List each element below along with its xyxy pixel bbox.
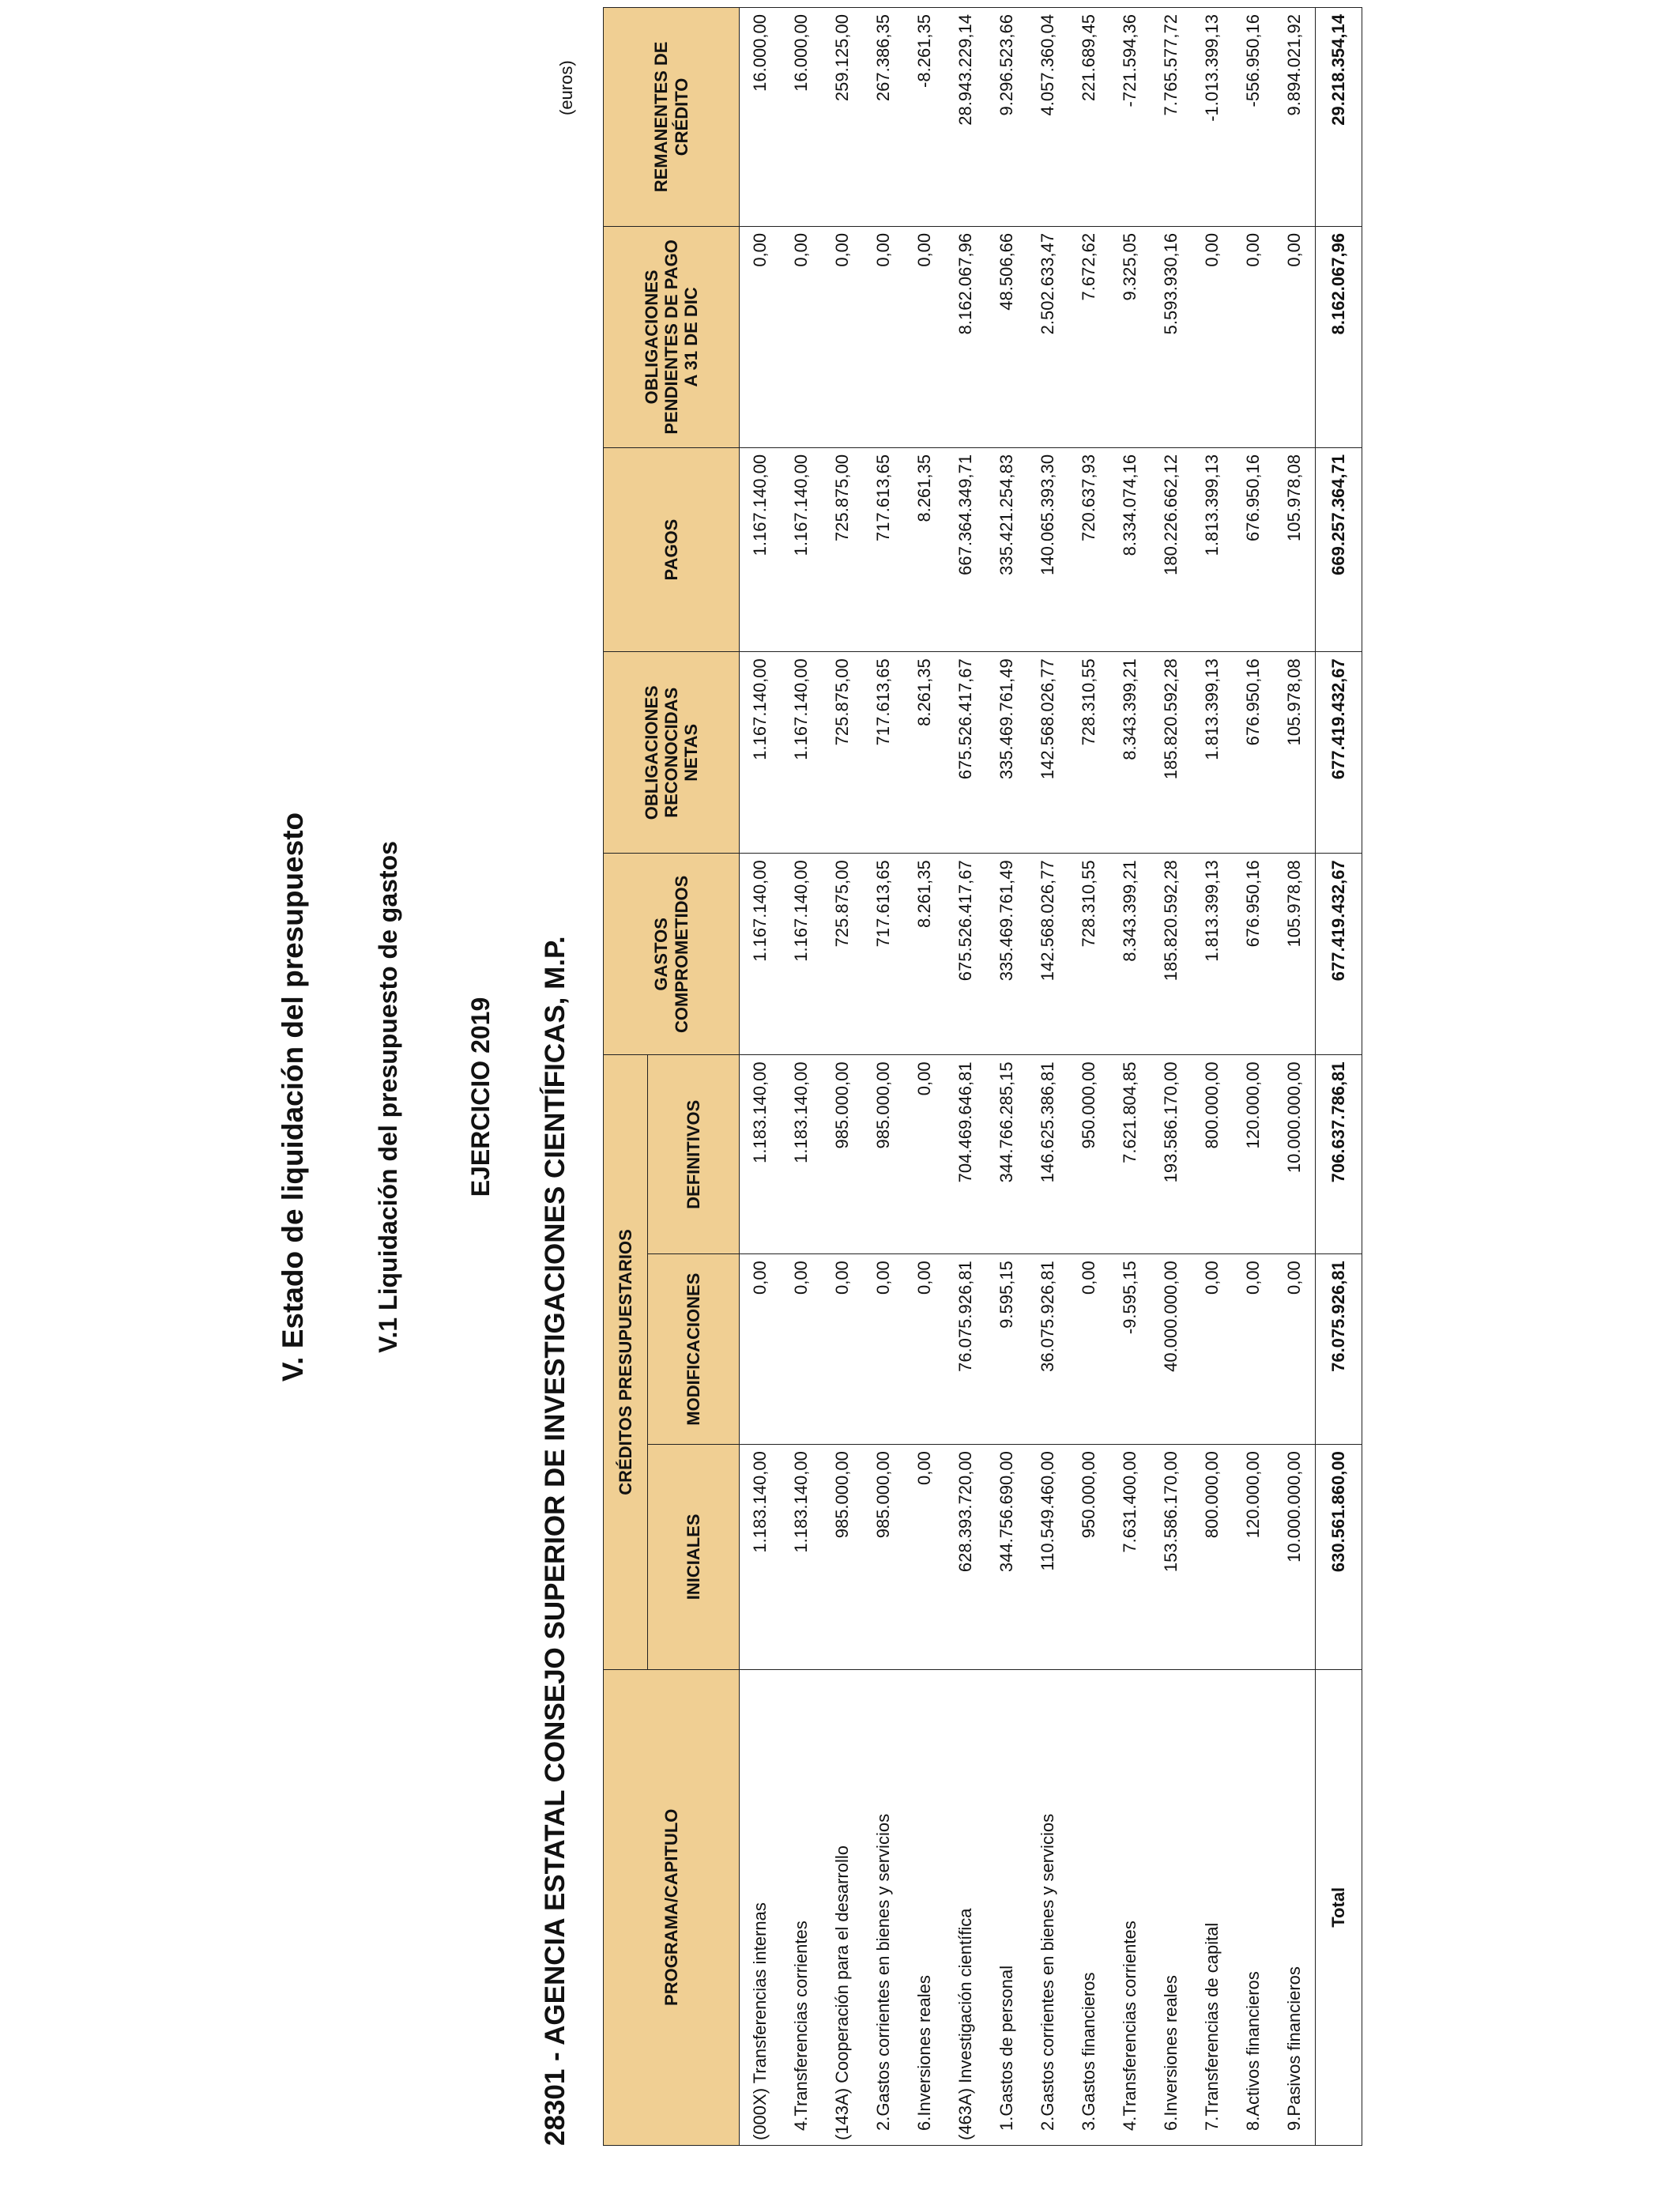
cell-pagos: 720.637,93 (1068, 447, 1109, 651)
cell-comprometidos: 105.978,08 (1274, 854, 1316, 1055)
cell-reconocidas: 185.820.592,28 (1151, 652, 1192, 854)
row-label: (463A) Investigación científica (945, 1669, 986, 2145)
cell-remanentes: 267.386,35 (863, 8, 904, 227)
cell-reconocidas: 1.167.140,00 (781, 652, 822, 854)
row-label: 8.Activos financieros (1233, 1669, 1274, 2145)
cell-definitivos: 7.621.804,85 (1109, 1055, 1151, 1254)
cell-modificaciones: 0,00 (1068, 1254, 1109, 1445)
cell-pagos: 1.167.140,00 (740, 447, 782, 651)
cell-iniciales: 10.000.000,00 (1274, 1445, 1316, 1669)
cell-iniciales: 985.000,00 (863, 1445, 904, 1669)
row-label: 6.Inversiones reales (1151, 1669, 1192, 2145)
cell-comprometidos: 1.167.140,00 (781, 854, 822, 1055)
cell-reconocidas: 717.613,65 (863, 652, 904, 854)
cell-remanentes: 7.765.577,72 (1151, 8, 1192, 227)
cell-pendientes: 0,00 (740, 226, 782, 447)
cell-remanentes: 16.000,00 (740, 8, 782, 227)
cell-pendientes: 7.672,62 (1068, 226, 1109, 447)
cell-iniciales: 985.000,00 (822, 1445, 863, 1669)
cell-remanentes: 259.125,00 (822, 8, 863, 227)
cell-reconocidas: 8.261,35 (904, 652, 945, 854)
cell-comprometidos: 675.526.417,67 (945, 854, 986, 1055)
cell-iniciales: 110.549.460,00 (1027, 1445, 1068, 1669)
table-row (1068, 8, 1109, 2146)
table-row (1151, 8, 1192, 2146)
row-label: 9.Pasivos financieros (1274, 1669, 1316, 2145)
header-obligaciones-reconocidas: OBLIGACIONES RECONOCIDAS NETAS (604, 652, 740, 854)
table-row (904, 8, 945, 2146)
cell-modificaciones: 9.595,15 (986, 1254, 1027, 1445)
cell-pendientes: 0,00 (1192, 226, 1233, 447)
cell-pagos: 1.813.399,13 (1192, 447, 1233, 651)
cell-pagos: 8.261,35 (904, 447, 945, 651)
cell-pagos: 1.167.140,00 (781, 447, 822, 651)
cell-reconocidas: 725.875,00 (822, 652, 863, 854)
cell-iniciales: 628.393.720,00 (945, 1445, 986, 1669)
cell-reconocidas: 8.343.399,21 (1109, 652, 1151, 854)
header-gastos-comprometidos: GASTOS COMPROMETIDOS (604, 854, 740, 1055)
cell-pagos: 105.978,08 (1274, 447, 1316, 651)
cell-definitivos: 10.000.000,00 (1274, 1055, 1316, 1254)
row-label: 2.Gastos corrientes en bienes y servicios (1027, 1669, 1068, 2145)
cell-remanentes: 9.894.021,92 (1274, 8, 1316, 227)
cell-iniciales: 7.631.400,00 (1109, 1445, 1151, 1669)
cell-remanentes: -1.013.399,13 (1192, 8, 1233, 227)
cell-reconocidas: 1.167.140,00 (740, 652, 782, 854)
cell-iniciales: 0,00 (904, 1445, 945, 1669)
cell-modificaciones: 0,00 (1192, 1254, 1233, 1445)
cell-modificaciones: 0,00 (781, 1254, 822, 1445)
header-definitivos: DEFINITIVOS (648, 1055, 740, 1254)
cell-iniciales: 1.183.140,00 (740, 1445, 782, 1669)
cell-reconocidas: 675.526.417,67 (945, 652, 986, 854)
table-body (740, 8, 1316, 2146)
cell-comprometidos: 725.875,00 (822, 854, 863, 1055)
total-pendientes: 8.162.067,96 (1316, 226, 1362, 447)
cell-pagos: 676.950,16 (1233, 447, 1274, 651)
row-label: 3.Gastos financieros (1068, 1669, 1109, 2145)
cell-pendientes: 0,00 (1274, 226, 1316, 447)
section-title: V.1 Liquidación del presupuesto de gastos (374, 841, 402, 1353)
table-row (740, 8, 782, 2146)
cell-iniciales: 800.000,00 (1192, 1445, 1233, 1669)
row-label: 4.Transferencias corrientes (781, 1669, 822, 2145)
row-label: 2.Gastos corrientes en bienes y servicios (863, 1669, 904, 2145)
cell-reconocidas: 142.568.026,77 (1027, 652, 1068, 854)
header-programa: PROGRAMA/CAPITULO (604, 1669, 740, 2145)
cell-comprometidos: 1.167.140,00 (740, 854, 782, 1055)
cell-iniciales: 120.000,00 (1233, 1445, 1274, 1669)
header-pagos: PAGOS (604, 447, 740, 651)
cell-reconocidas: 728.310,55 (1068, 652, 1109, 854)
cell-modificaciones: 0,00 (904, 1254, 945, 1445)
cell-reconocidas: 1.813.399,13 (1192, 652, 1233, 854)
cell-pendientes: 2.502.633,47 (1027, 226, 1068, 447)
row-label: (143A) Cooperación para el desarrollo (822, 1669, 863, 2145)
cell-remanentes: 28.943.229,14 (945, 8, 986, 227)
header-obligaciones-pendientes: OBLIGACIONES PENDIENTES DE PAGO A 31 DE DIC (604, 226, 740, 447)
total-pagos: 669.257.364,71 (1316, 447, 1362, 651)
cell-pendientes: 0,00 (781, 226, 822, 447)
cell-pagos: 717.613,65 (863, 447, 904, 651)
table-row (1192, 8, 1233, 2146)
cell-reconocidas: 676.950,16 (1233, 652, 1274, 854)
total-comprometidos: 677.419.432,67 (1316, 854, 1362, 1055)
cell-pendientes: 8.162.067,96 (945, 226, 986, 447)
cell-pagos: 335.421.254,83 (986, 447, 1027, 651)
table-row (781, 8, 822, 2146)
cell-definitivos: 800.000,00 (1192, 1055, 1233, 1254)
cell-iniciales: 153.586.170,00 (1151, 1445, 1192, 1669)
row-label: (000X) Transferencias internas (740, 1669, 782, 2145)
cell-modificaciones: 0,00 (1274, 1254, 1316, 1445)
cell-pendientes: 0,00 (1233, 226, 1274, 447)
cell-pendientes: 0,00 (904, 226, 945, 447)
table-row (822, 8, 863, 2146)
cell-definitivos: 1.183.140,00 (740, 1055, 782, 1254)
cell-comprometidos: 728.310,55 (1068, 854, 1109, 1055)
cell-pendientes: 5.593.930,16 (1151, 226, 1192, 447)
table-row (1027, 8, 1068, 2146)
cell-iniciales: 950.000,00 (1068, 1445, 1109, 1669)
cell-remanentes: -721.594,36 (1109, 8, 1151, 227)
cell-remanentes: 16.000,00 (781, 8, 822, 227)
header-modificaciones: MODIFICACIONES (648, 1254, 740, 1445)
row-label: 6.Inversiones reales (904, 1669, 945, 2145)
cell-definitivos: 950.000,00 (1068, 1055, 1109, 1254)
cell-remanentes: 9.296.523,66 (986, 8, 1027, 227)
cell-definitivos: 120.000,00 (1233, 1055, 1274, 1254)
cell-iniciales: 344.756.690,00 (986, 1445, 1027, 1669)
cell-pagos: 667.364.349,71 (945, 447, 986, 651)
cell-modificaciones: 40.000.000,00 (1151, 1254, 1192, 1445)
cell-definitivos: 0,00 (904, 1055, 945, 1254)
total-definitivos: 706.637.786,81 (1316, 1055, 1362, 1254)
cell-comprometidos: 8.261,35 (904, 854, 945, 1055)
cell-definitivos: 985.000,00 (863, 1055, 904, 1254)
cell-pagos: 8.334.074,16 (1109, 447, 1151, 651)
cell-remanentes: 4.057.360,04 (1027, 8, 1068, 227)
cell-definitivos: 344.766.285,15 (986, 1055, 1027, 1254)
cell-definitivos: 1.183.140,00 (781, 1055, 822, 1254)
cell-definitivos: 704.469.646,81 (945, 1055, 986, 1254)
cell-pendientes: 9.325,05 (1109, 226, 1151, 447)
total-reconocidas: 677.419.432,67 (1316, 652, 1362, 854)
table-row (1233, 8, 1274, 2146)
table-row (945, 8, 986, 2146)
cell-comprometidos: 335.469.761,49 (986, 854, 1027, 1055)
cell-modificaciones: 0,00 (863, 1254, 904, 1445)
table-row (1274, 8, 1316, 2146)
entity-title: 28301 - AGENCIA ESTATAL CONSEJO SUPERIOR DE INVESTIGACIONES CIENTÍFICAS, M.P. (540, 936, 571, 2146)
cell-definitivos: 985.000,00 (822, 1055, 863, 1254)
cell-comprometidos: 142.568.026,77 (1027, 854, 1068, 1055)
cell-modificaciones: 36.075.926,81 (1027, 1254, 1068, 1445)
cell-modificaciones: 0,00 (740, 1254, 782, 1445)
cell-comprometidos: 185.820.592,28 (1151, 854, 1192, 1055)
row-label: 1.Gastos de personal (986, 1669, 1027, 2145)
cell-comprometidos: 8.343.399,21 (1109, 854, 1151, 1055)
exercise-title: EJERCICIO 2019 (466, 997, 495, 1197)
budget-liquidation-table (603, 7, 1362, 2146)
row-label: 4.Transferencias corrientes (1109, 1669, 1151, 2145)
total-row (1316, 8, 1362, 2146)
cell-reconocidas: 105.978,08 (1274, 652, 1316, 854)
cell-modificaciones: 76.075.926,81 (945, 1254, 986, 1445)
table-row (863, 8, 904, 2146)
cell-modificaciones: 0,00 (1233, 1254, 1274, 1445)
cell-modificaciones: 0,00 (822, 1254, 863, 1445)
total-iniciales: 630.561.860,00 (1316, 1445, 1362, 1669)
header-remanentes: REMANENTES DE CRÉDITO (604, 8, 740, 227)
cell-pendientes: 48.506,66 (986, 226, 1027, 447)
cell-pagos: 180.226.662,12 (1151, 447, 1192, 651)
currency-unit: (euros) (556, 60, 576, 115)
cell-comprometidos: 1.813.399,13 (1192, 854, 1233, 1055)
header-iniciales: INICIALES (648, 1445, 740, 1669)
row-label: 7.Transferencias de capital (1192, 1669, 1233, 2145)
total-modificaciones: 76.075.926,81 (1316, 1254, 1362, 1445)
cell-comprometidos: 717.613,65 (863, 854, 904, 1055)
cell-pendientes: 0,00 (863, 226, 904, 447)
cell-iniciales: 1.183.140,00 (781, 1445, 822, 1669)
cell-comprometidos: 676.950,16 (1233, 854, 1274, 1055)
cell-pagos: 140.065.393,30 (1027, 447, 1068, 651)
cell-pagos: 725.875,00 (822, 447, 863, 651)
total-remanentes: 29.218.354,14 (1316, 8, 1362, 227)
cell-modificaciones: -9.595,15 (1109, 1254, 1151, 1445)
cell-remanentes: -556.950,16 (1233, 8, 1274, 227)
table-row (1109, 8, 1151, 2146)
table-row (986, 8, 1027, 2146)
total-label: Total (1316, 1669, 1362, 2145)
cell-definitivos: 146.625.386,81 (1027, 1055, 1068, 1254)
cell-definitivos: 193.586.170,00 (1151, 1055, 1192, 1254)
cell-remanentes: 221.689,45 (1068, 8, 1109, 227)
main-title: V. Estado de liquidación del presupuesto (277, 812, 309, 1382)
cell-remanentes: -8.261,35 (904, 8, 945, 227)
cell-pendientes: 0,00 (822, 226, 863, 447)
cell-reconocidas: 335.469.761,49 (986, 652, 1027, 854)
header-creditos-presupuestarios: CRÉDITOS PRESUPUESTARIOS (604, 1055, 648, 1669)
